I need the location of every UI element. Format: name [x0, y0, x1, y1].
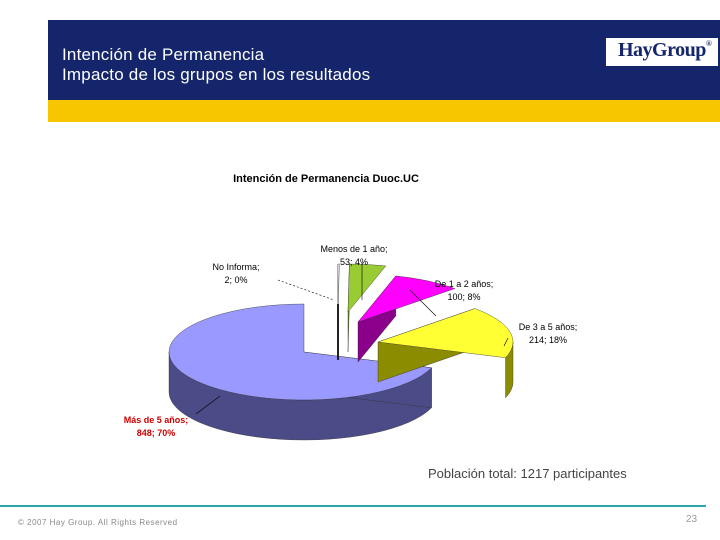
population-total: Población total: 1217 participantes: [428, 466, 627, 481]
slice-label: No Informa;: [212, 262, 260, 272]
slide-subtitle: Impacto de los grupos en los resultados: [62, 65, 371, 84]
slice-label: 214; 18%: [528, 335, 568, 345]
logo-text: HayGroup: [618, 39, 706, 61]
slice-label: Menos de 1 año;: [320, 244, 388, 254]
logo-registered-mark: ®: [705, 39, 712, 48]
leader-line: [278, 280, 334, 300]
slice-label: Más de 5 años;: [123, 415, 189, 425]
slice-label: 848; 70%: [136, 428, 176, 438]
slice-label: 53; 4%: [339, 257, 369, 267]
slice-label: 2; 0%: [224, 275, 248, 285]
chart-title: Intención de Permanencia Duoc.UC: [233, 173, 419, 185]
footer-divider: [0, 505, 706, 507]
copyright-text: © 2007 Hay Group. All Rights Reserved: [18, 518, 178, 527]
slice-label: 100; 8%: [447, 292, 481, 302]
slice-label: De 1 a 2 años;: [434, 279, 494, 289]
slide-title: Intención de Permanencia: [62, 45, 265, 64]
page-number: 23: [686, 514, 698, 525]
slice-label: De 3 a 5 años;: [518, 322, 578, 332]
